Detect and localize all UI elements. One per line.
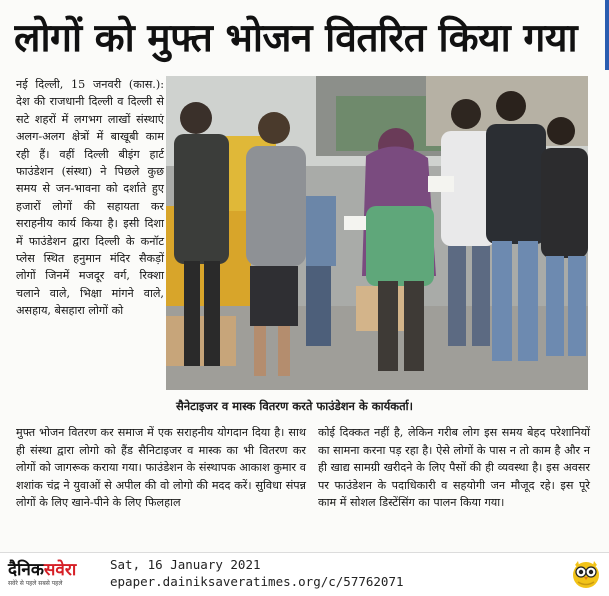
accent-bar [605,0,609,70]
logo-word-black: दैनिक [8,560,44,580]
photo-caption: सैनेटाइजर व मास्क वितरण करते फाउंडेशन के कार्यकर्ता। [176,399,413,413]
epaper-url[interactable]: epaper.dainiksaveratimes.org/c/57762071 [110,574,404,589]
edition-date: Sat, 16 January 2021 [110,557,261,572]
article-text-left: नई दिल्ली, 15 जनवरी (कास.): देश की राजधानी दिल्ली व दिल्ली से सटे शहरों में लगभग लाखों संस्थाएं अलग-अलग क्षेत्रों में बाखूबी काम रही हैं। वहीं दिल्ली बीइंग हार्ट फाउंडेशन (संस्था) ने पिछले कुछ समय से जन-भावना को दर्शाते हुए हजारों लोगों की सहायता कर सराहनीय कार्य किया है। इसी दिशा में फाउंडेशन द्वारा दिल्ली के कनॉट प्लेस स्थित हनुमान मंदिर सैकड़ों लोगों जिनमें मजदूर वर्ग, रिक्शा चलाने वाले, भिक्षा मांगने वाले, असहाय, बेसहारा लोगों को [16,78,164,318]
article-text-bottom-left: मुफ्त भोजन वितरण कर समाज में एक सराहनीय योगदान दिया है। साथ ही संस्था द्वारा लोगो को हैंड सैनिटाइजर व मास्क का भी वितरण कर लोगों को जागरूक कराया गया। फाउंडेशन के संस्थापक आकाश कुमार व शशांक चंद्र ने युवाओं से अपील की वो लोगो की मदद करें। सुविधा संपन्न लोगों के लिए खाने-पीने के लिए फिलहाल [16,426,306,510]
article-left-column [16,76,164,320]
article-photo [166,76,588,390]
article-bottom-left [16,424,306,512]
article-bottom-right [318,424,590,512]
logo-word-red: सवेरा [43,560,77,580]
logo-wordmark [8,557,76,580]
newspaper-logo[interactable] [8,557,108,591]
article-text-bottom-right: कोई दिक्कत नहीं है, लेकिन गरीब लोग इस समय बेहद परेशानियों का सामना करना पड़ रहा है। ऐसे लोगों के पास न तो काम है और न ही खाद्य सामग्री खरीदने के लिए पैसों की ही व्यवस्था है। इस अवसर पर फाउंडेशन के पदाधिकारी व सहयोगी जन मौजूद रहे। इस पूरे काम में सोशल डिस्टेंसिंग का पालन किया गया। [318,426,590,510]
owl-icon[interactable] [570,557,602,589]
logo-tagline: सवेरे से पहले सबसे पहले [8,580,63,587]
headline: लोगों को मुफ्त भोजन वितरित किया गया [14,16,578,61]
